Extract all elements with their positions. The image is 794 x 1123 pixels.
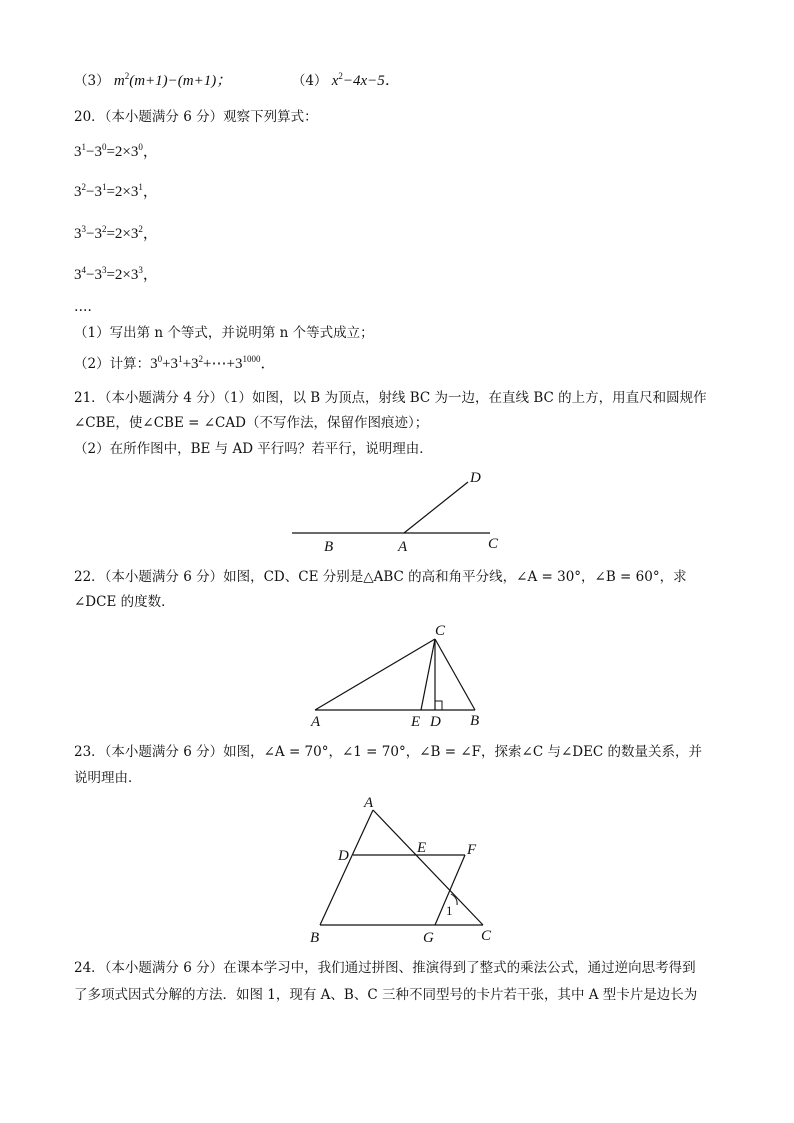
q19-part4-expression: $x^2-4x-5$． — [331, 71, 400, 89]
q23-side-ac — [373, 810, 483, 925]
q22-bisector-ce — [421, 639, 435, 710]
q20-equation-4: $3^4-3^3=2\times 3^3$， — [74, 265, 158, 283]
q23-label-c: C — [481, 928, 492, 944]
q20-equation-1: $3^1-3^0=2\times 3^0$， — [74, 142, 158, 160]
q20-part1: （1）写出第 n 个等式，并说明第 n 个等式成立； — [74, 325, 374, 341]
q22-line-1: 22．（本小题满分 6 分）如图，CD、CE 分别是△ABC 的高和角平分线，∠A = 30°，∠B = 60°，求 — [74, 569, 687, 585]
q22-label-d: D — [430, 714, 441, 730]
q19-parts-line — [74, 72, 400, 90]
q23-label-angle-1: 1 — [446, 903, 453, 918]
q23-side-ab — [320, 810, 373, 925]
q22-label-c: C — [435, 623, 446, 639]
q19-part3-label: （3） — [74, 73, 110, 89]
q24-line-2: 了多项式因式分解的方法．如图 1，现有 A、B、C 三种不同型号的卡片若干张，其中 A 型卡片是边长为 — [74, 987, 698, 1003]
q23-label-f: F — [467, 842, 477, 858]
q20-sum-expression: $3^0+3^1+3^2+\cdots+3^{1000}$． — [150, 354, 276, 372]
q24-line-1: 24．（本小题满分 6 分）在课本学习中，我们通过拼图、推演得到了整式的乘法公式，通过逆向思考得到 — [74, 960, 696, 976]
q22-side-bc — [435, 639, 475, 710]
q22-side-ac — [315, 639, 435, 710]
q23-label-b: B — [310, 930, 320, 946]
q23-label-a: A — [364, 795, 374, 811]
q22-label-a: A — [311, 714, 321, 730]
q22-label-e: E — [411, 714, 421, 730]
q23-label-d: D — [338, 848, 349, 864]
q23-line-1: 23．（本小题满分 6 分）如图，∠A = 70°，∠1 = 70°，∠B = ∠F，探索∠C 与∠DEC 的数量关系，并 — [74, 744, 703, 760]
q20-part2: （2）计算：$3^0+3^1+3^2+\cdots+3^{1000}$． — [74, 354, 276, 372]
q22-right-angle-mark — [435, 701, 442, 710]
q21-figure — [280, 462, 520, 561]
q21-line-2: ∠CBE，使∠CBE = ∠CAD（不写作法，保留作图痕迹）； — [74, 415, 429, 431]
q23-label-g: G — [423, 930, 434, 946]
q20-heading: 20．（本小题满分 6 分）观察下列算式： — [74, 109, 318, 125]
q23-figure — [300, 790, 510, 954]
q21-line-1: 21．（本小题满分 4 分）（1）如图，以 B 为顶点，射线 BC 为一边，在直线 BC 的上方，用直尺和圆规作 — [74, 390, 707, 406]
q21-label-b: B — [324, 539, 334, 555]
q20-equation-3: $3^3-3^2=2\times 3^2$， — [74, 224, 158, 242]
q21-label-c: C — [488, 536, 499, 552]
q22-line-2: ∠DCE 的度数． — [74, 594, 175, 610]
q23-label-e: E — [417, 840, 427, 856]
q21-line-3: （2）在所作图中，BE 与 AD 平行吗？若平行，说明理由． — [74, 441, 433, 457]
q20-ellipsis: …. — [74, 299, 92, 315]
q21-label-a: A — [398, 539, 408, 555]
q19-part4-label: （4） — [291, 73, 328, 89]
q22-figure — [305, 615, 500, 734]
q19-part3-expression: $m^2(m+1)-(m+1)$； — [113, 71, 232, 89]
q21-label-d: D — [470, 470, 481, 486]
q23-line-2: 说明理由． — [74, 770, 142, 786]
q22-label-b: B — [470, 713, 480, 729]
q20-equation-2: $3^2-3^1=2\times 3^1$， — [74, 182, 158, 200]
q21-ray-ad — [404, 482, 468, 533]
